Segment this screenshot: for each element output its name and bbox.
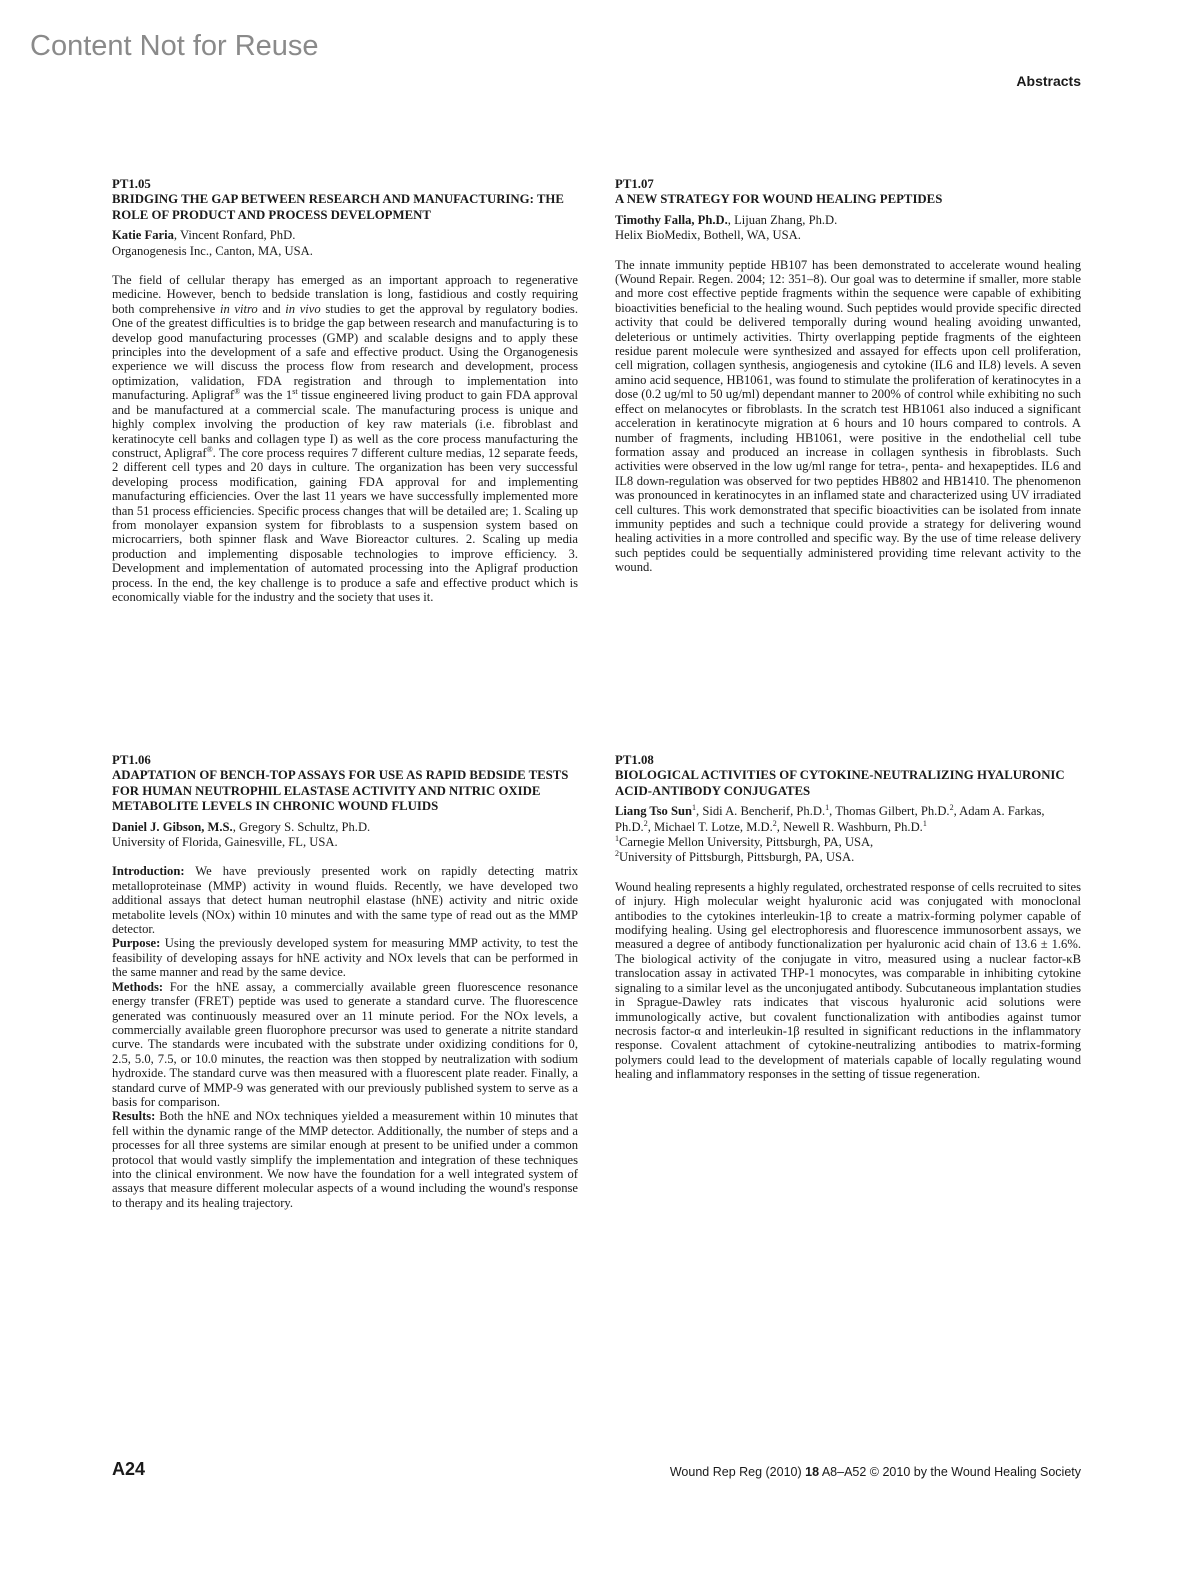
- abstract-title: BIOLOGICAL ACTIVITIES OF CYTOKINE-NEUTRALIZING HYALURONIC ACID-ANTIBODY CONJUGATES: [615, 768, 1065, 798]
- abstract-title: BRIDGING THE GAP BETWEEN RESEARCH AND MANUFACTURING: THE ROLE OF PRODUCT AND PROCESS DEVELOPMENT: [112, 192, 564, 222]
- abstract-body: Wound healing represents a highly regulated, orchestrated response of cells recruited to sites of injury. High molecular weight hyaluronic acid was conjugated with monoclonal antibodies to the cytokines interleukin-1β to create a matrix-forming polymer capable of modifying healing. Using gel electrophoresis and fluorescence immunosorbent assays, we measured a degree of antibody functionalization per hyaluronic acid chain of 13.6 ± 1.6%. The biological activity of the conjugate in vitro, measured using a nuclear factor-κB translocation assay in activated THP-1 monocytes, was comparable in inhibiting cytokine signaling to a similar level as the unconjugated antibody. Subcutaneous implantation studies in Sprague-Dawley rats indicates that viscous hyaluronic acid solutions were immunologically active, but covalent functionalization with antibodies against tumor necrosis factor-α and interleukin-1β resulted in significant reductions in the inflammatory response. Covalent attachment of cytokine-neutralizing antibodies to matrix-forming polymers could lead to the development of materials capable of locally regulating wound healing and inflammatory responses in the setting of tissue regeneration.: [615, 879, 1081, 1082]
- abstract-affiliation: $^1$Carnegie Mellon University, Pittsburgh, PA, USA,: [615, 833, 874, 850]
- watermark: Content Not for Reuse: [30, 30, 319, 62]
- introduction-paragraph: Introduction: We have previously presented work on rapidly detecting matrix metalloproteinase (MMP) activity in wound fluids. Recently, we have developed two additional assays that detect human neutrophil elastase (hNE) activity and nitric oxide metabolite levels (NOx) within 10 minutes and with the same type of read out as the MMP detector.: [112, 864, 578, 937]
- abstract-pt106: [112, 753, 578, 1210]
- abstract-pt107: [615, 177, 1081, 575]
- co-authors: , Vincent Ronfard, PhD.: [173, 228, 296, 243]
- presenting-author: Timothy Falla, Ph.D.: [615, 212, 728, 227]
- journal-citation: Wound Rep Reg (2010) 18 A8–A52 © 2010 by the Wound Healing Society: [669, 1465, 1081, 1479]
- presenting-author: Liang Tso Sun: [615, 804, 693, 819]
- abstract-authors: Liang Tso Sun$^1$, Sidi A. Bencherif, Ph.D.$^1$, Thomas Gilbert, Ph.D.$^2$, Adam A. Farkas, Ph.D.$^2$, Michael T. Lotze, M.D.$^2$, Newell R. Washburn, Ph.D.$^1$: [615, 803, 1045, 834]
- co-authors: , Lijuan Zhang, Ph.D.: [727, 212, 838, 227]
- abstract-affiliation: $^2$University of Pittsburgh, Pittsburgh, PA, USA.: [615, 849, 855, 865]
- abstract-affiliation: University of Florida, Gainesville, FL, USA.: [112, 835, 338, 850]
- presenting-author: Katie Faria: [112, 228, 174, 243]
- results-paragraph: Results: Both the hNE and NOx techniques yielded a measurement within 10 minutes that fell within the dynamic range of the MMP detector. Additionally, the number of steps and a processes for all three systems are similar enough at present to be unified under a common protocol that would vastly simplify the implementation and integration of these techniques into the clinical environment. We now have the foundation for a well integrated system of assays that measure different molecular aspects of a wound including the wound's response to therapy and its healing trajectory.: [112, 1109, 578, 1210]
- presenting-author: Daniel J. Gibson, M.S.: [112, 819, 233, 834]
- abstract-id: PT1.05: [112, 177, 151, 191]
- abstract-id: PT1.08: [615, 753, 654, 767]
- purpose-paragraph: Purpose: Using the previously developed system for measuring MMP activity, to test the feasibility of developing assays for hNE activity and NOx levels that can be performed in the same manner and read by the same device.: [112, 936, 578, 980]
- abstract-pt105: [112, 177, 578, 604]
- abstract-title: A NEW STRATEGY FOR WOUND HEALING PEPTIDES: [615, 192, 943, 207]
- abstract-authors: [112, 820, 578, 835]
- co-authors: , Gregory S. Schultz, Ph.D.: [232, 819, 371, 834]
- abstract-id: PT1.06: [112, 753, 151, 767]
- abstract-affiliation: Organogenesis Inc., Canton, MA, USA.: [112, 243, 313, 258]
- abstract-title: ADAPTATION OF BENCH-TOP ASSAYS FOR USE AS RAPID BEDSIDE TESTS FOR HUMAN NEUTROPHIL ELASTASE ACTIVITY AND NITRIC OXIDE METABOLITE LEVELS IN CHRONIC WOUND FLUIDS: [112, 768, 569, 814]
- abstract-authors: [112, 228, 578, 243]
- abstract-body: The innate immunity peptide HB107 has been demonstrated to accelerate wound healing (Wound Repair. Regen. 2004; 12: 351–8). Our goal was to determine if smaller, more stable and more cost effective peptide fragments within the sequence were capable of exhibiting bioactivities beneficial to the healing wound. Such peptides would provide specific directed activity that could be delivered temporally during wound healing avoiding unwanted, deleterious or untimely activities. Thirty overlapping peptide fragments of the eighteen residue parent molecule were synthesized and assayed for effects upon cell proliferation, cell migration, collagen synthesis, angiogenesis and cytokine (IL6 and IL8) levels. A seven amino acid sequence, HB1061, was found to stimulate the proliferation of keratinocytes in a dose (0.2 ug/ml to 50 ug/ml) dependant manner to 200% of control while exhibiting no such effect on melanocytes or fibroblasts. In the scratch test HB1061 also induced a significant acceleration in keratinocyte migration at 6 hours and 10 hours compared to controls. A number of fragments, including HB1061, were positive in the endothelial cell tube formation assay and produced an increase in collagen synthesis in fibroblasts. Such activities were observed in the low ug/ml range for tetra-, penta- and hexapeptides. IL6 and IL8 down-regulation was observed for two peptides HB802 and HB1410. The phenomenon was pronounced in keratinocytes in an inflamed state and characterized using UV irradiated cell cultures. This work demonstrated that specific bioactivities can be isolated from innate immunity peptides and such a technique could provide a strategy for delivering wound healing activities in a more controlled and specific way. By the use of time release delivery such peptides could be sequentially administered providing time relevant activity to the wound.: [615, 257, 1081, 575]
- methods-paragraph: Methods: For the hNE assay, a commercially available green fluorescence resonance energy transfer (FRET) peptide was used to generate a standard curve. The fluorescence generated was continuously measured over an 11 minute period. For the NOx levels, a commercially available green fluorophore precursor was used to generate a nitrite standard curve. The standards were incubated with the substrate under oxidizing conditions for 0, 2.5, 5.0, 7.5, or 10.0 minutes, the reaction was then stopped by neutralization with sodium hydroxide. The standard curve was then measured with a fluorescent plate reader. Finally, a standard curve of MMP-9 was generated with our previously published system to serve as a basis for comparison.: [112, 979, 578, 1109]
- section-label: Abstracts: [1016, 73, 1081, 89]
- abstract-id: PT1.07: [615, 177, 654, 191]
- abstract-body: [112, 864, 578, 1210]
- page-number: A24: [112, 1459, 146, 1479]
- abstract-authors: [615, 213, 1081, 228]
- abstract-affiliation: Helix BioMedix, Bothell, WA, USA.: [615, 228, 801, 243]
- abstract-pt108: [615, 753, 1081, 1082]
- abstract-body: The field of cellular therapy has emerged as an important approach to regenerative medicine. However, bench to bedside translation is long, fastidious and costly requiring both comprehensive in vitro and in vivo studies to get the approval by regulatory bodies. One of the greatest difficulties is to bridge the gap between research and manufacturing is to develop good manufacturing processes (GMP) and scalable designs and to apply these principles into the development of a safe and effective product. Using the Organogenesis experience we will discuss the process flow from research and development, process optimization, validation, FDA registration and through to implementation into manufacturing. Apligraf® was the 1st tissue engineered living product to gain FDA approval and be manufactured at a commercial scale. The manufacturing process is unique and highly complex involving the production of key raw materials (i.e. fibroblast and keratinocyte cell banks and collagen type I) as well as the core process manufacturing the construct, Apligraf®. The core process requires 7 different culture medias, 12 separate feeds, 2 different cell types and 20 days in culture. The organization has been very successful developing process modification, gaining FDA approval for and implementing manufacturing efficiencies. Over the last 11 years we have successfully implemented more than 51 process efficiencies. Specific process changes that will be detailed are; 1. Scaling up from monolayer expansion system for fibroblasts to a suspension system based on microcarriers, both spinner flask and Wave Bioreactor cultures. 2. Scaling up media production and implementing disposable technologies to improve efficiency. 3. Development and implementation of automated processing into the Apligraf production process. In the end, the key challenge is to produce a safe and effective product which is economically viable for the industry and the society that uses it.: [112, 273, 578, 604]
